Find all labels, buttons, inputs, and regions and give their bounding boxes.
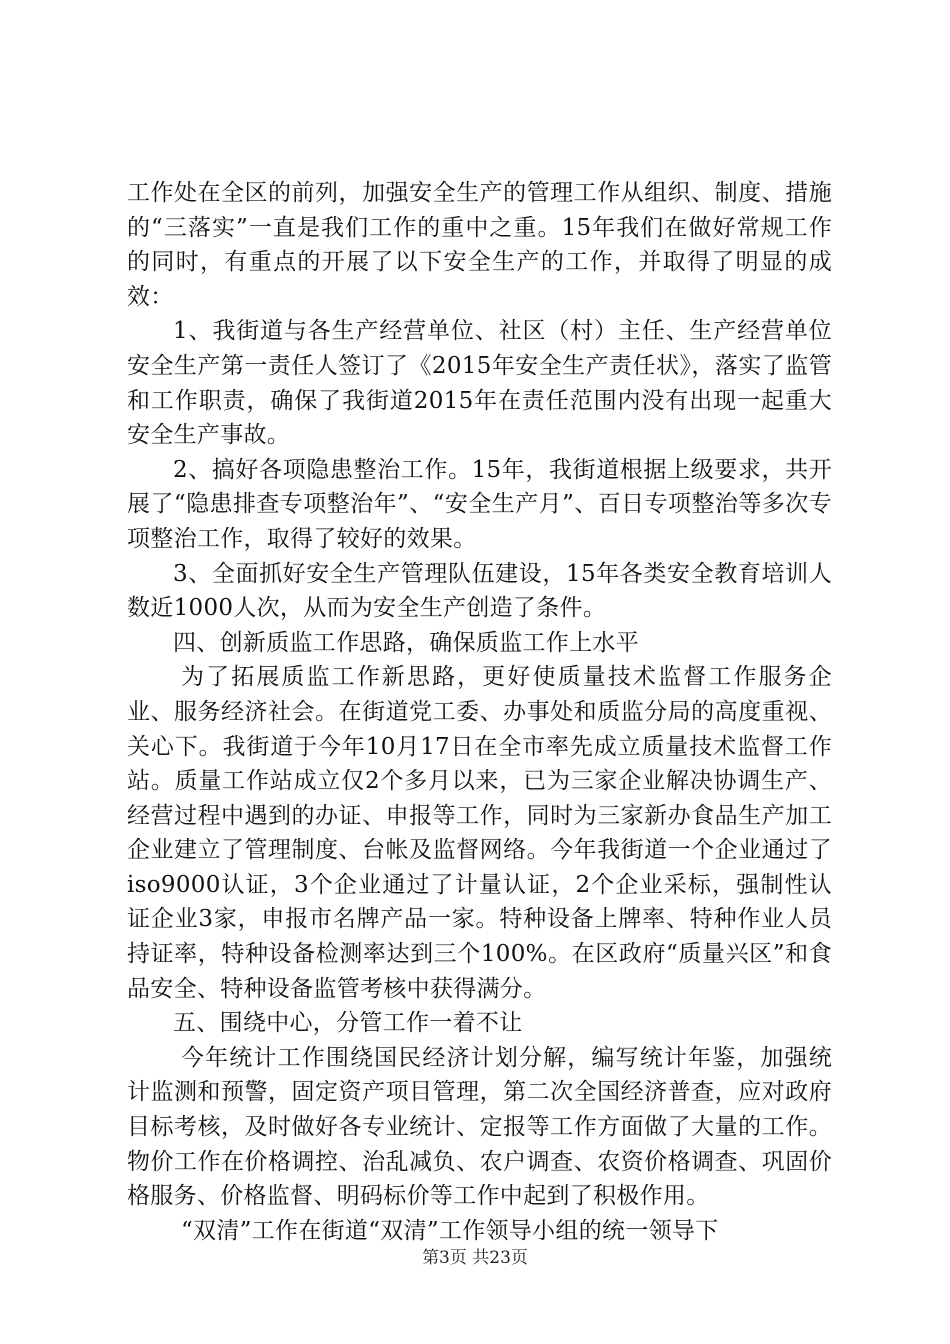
paragraph-safety-intro: 工作处在全区的前列，加强安全生产的管理工作从组织、制度、措施的“三落实”一直是我们工作的重中之重。15年我们在做好常规工作的同时，有重点的开展了以下安全生产的工作，并取得了明显的成效：	[127, 180, 832, 310]
paragraph-shuangqing: “双清”工作在街道“双清”工作领导小组的统一领导下	[181, 1217, 719, 1244]
paragraph-quality: 为了拓展质监工作新思路，更好使质量技术监督工作服务企业、服务经济社会。在街道党工委、办事处和质监分局的高度重视、关心下。我街道于今年10月17日在全市率先成立质量技术监督工作站。质量工作站成立仅2个多月以来，已为三家企业解决协调生产、经营过程中遇到的办证、申报等工作，同时为三家新办食品生产加工企业建立了管理制度、台帐及监督网络。今年我街道一个企业通过了iso9000认证，3个企业通过了计量认证，2个企业采标，强制性认证企业3家，申报市名牌产品一家。特种设备上牌率、特种作业人员持证率，特种设备检测率达到三个100%。在区政府“质量兴区”和食品安全、特种设备监管考核中获得满分。	[127, 664, 832, 1002]
paragraph-statistics: 今年统计工作围绕国民经济计划分解，编写统计年鉴，加强统计监测和预警，固定资产项目管理，第二次全国经济普查，应对政府目标考核，及时做好各专业统计、定报等工作方面做了大量的工作。物价工作在价格调控、治乱减负、农户调查、农资价格调查、巩固价格服务、价格监督、明码标价等工作中起到了积极作用。	[127, 1044, 832, 1210]
page-number-footer: 第3页 共23页	[422, 1248, 528, 1268]
paragraph-safety-item-3: 3、全面抓好安全生产管理队伍建设，15年各类安全教育培训人数近1000人次，从而为安全生产创造了条件。	[127, 560, 832, 622]
paragraph-safety-item-1: 1、我街道与各生产经营单位、社区（村）主任、生产经营单位安全生产第一责任人签订了《2015年安全生产责任状》，落实了监管和工作职责，确保了我街道2015年在责任范围内没有出现一起重大安全生产事故。	[127, 318, 832, 449]
paragraph-safety-item-2: 2、搞好各项隐患整治工作。15年，我街道根据上级要求，共开展了“隐患排查专项整治年”、“安全生产月”、百日专项整治等多次专项整治工作，取得了较好的效果。	[127, 456, 832, 552]
document-body	[127, 176, 832, 1248]
section-heading-quality: 四、创新质监工作思路，确保质监工作上水平	[173, 629, 639, 656]
section-heading-central-work: 五、围绕中心，分管工作一着不让	[173, 1010, 523, 1037]
